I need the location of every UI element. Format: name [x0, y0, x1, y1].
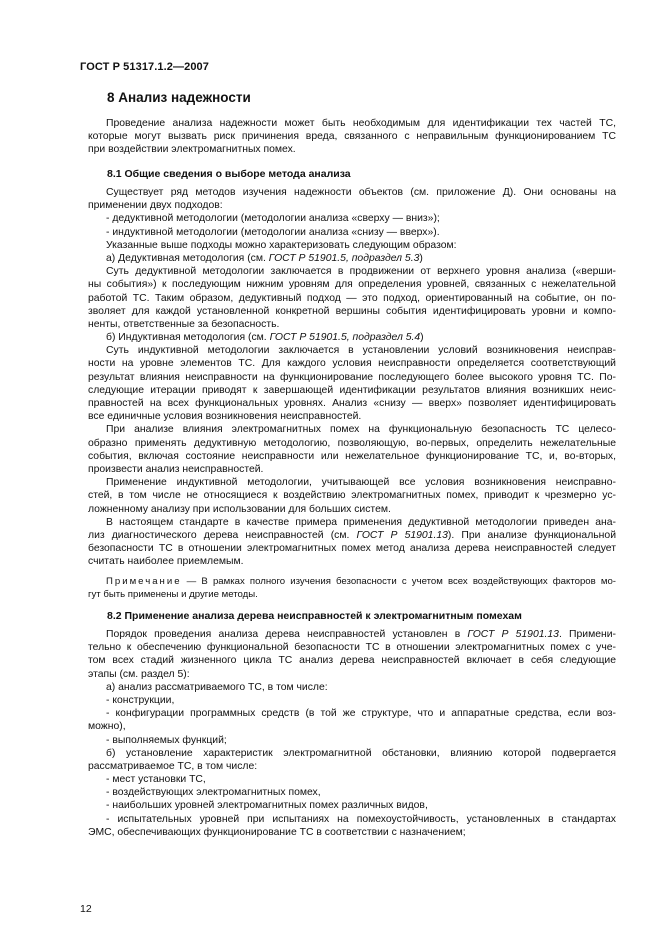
paragraph-line: события, включая состояние неисправности или нежелательное функционирование ТС, и, во-вторых,	[88, 450, 616, 462]
paragraph-line: которые могут вызвать риск причинения вреда, связанного с неправильным функционированием ТС	[88, 131, 616, 143]
section-8-1-title: 8.1 Общие сведения о выборе метода анализа	[107, 168, 351, 180]
paragraph-line: рассматриваемое ТС, в том числе:	[88, 760, 258, 772]
paragraph-line: Суть индуктивной методологии заключается в установлении условий возникновения неисправ-	[106, 345, 616, 357]
paragraph-line: произвести анализ неисправностей.	[88, 463, 264, 475]
list-item: - испытательных уровней при испытаниях на помехоустойчивость, установленных в стандартах	[106, 813, 616, 825]
note-line: Примечание — В рамках полного изучения безопасности с учетом всех воздействующих факторов мо-	[106, 576, 616, 587]
reference-b: ГОСТ Р 51901.5, подраздел 5.4	[269, 332, 421, 344]
paragraph-line: Суть дедуктивной методологии заключается в продвижении от верхнего уровня анализа («верши-	[106, 266, 616, 278]
paragraph-line: этапы (см. раздел 5):	[88, 668, 190, 680]
section-8-2-title: 8.2 Применение анализа дерева неисправностей к электромагнитным помехам	[107, 610, 522, 622]
reference-c: ГОСТ Р 51901.13	[356, 529, 448, 541]
paragraph-line: ности на уровне элементов ТС. Для каждого условия неисправности определяется соответствующий	[88, 358, 616, 370]
paragraph-line: зволяет для каждой установленной конкретной вершины события идентифицировать уровни и компо-	[88, 305, 616, 317]
paragraph-line: результат влияния неисправности на функционирование последующего более высокого уровня ТС. По-	[88, 371, 616, 383]
paragraph-line: ны события») к последующим нижним уровням для определения уровней, связанных с нежелательной	[88, 279, 616, 291]
paragraph-line: ложненному анализу при использовании для больших систем.	[88, 503, 391, 515]
reference-d: ГОСТ Р 51901.13	[467, 629, 559, 640]
paragraph-line: том всех стадий жизненного цикла ТС анализ дерева неисправностей включает в себя следующие	[88, 655, 616, 667]
list-item: - конфигурации программных средств (в той же структуре, что и аппаратные средства, если воз-	[106, 708, 616, 720]
paragraph-line: ЭМС, обеспечивающих функционирование ТС в соответствии с назначением;	[88, 826, 466, 838]
list-item: - наибольших уровней электромагнитных помех различных видов,	[106, 800, 428, 812]
paragraph-line: стей, в том числе не относящиеся к воздействию электромагнитных помех, приводит к чрезмерно ус-	[88, 490, 616, 502]
paragraph-line: следующие итерации приводят к завершающей идентификации результатов влияния возникших неис-	[88, 384, 616, 396]
section-8-title: 8 Анализ надежности	[107, 90, 251, 105]
paragraph-line: Указанные выше подходы можно характеризовать следующим образом:	[106, 239, 457, 251]
list-item: - индуктивной методологии (методологии анализа «снизу — вверх»).	[106, 226, 440, 238]
page-number: 12	[80, 903, 92, 915]
list-item: - дедуктивной методологии (методологии анализа «сверху — вниз»);	[106, 213, 440, 225]
paragraph-line: При анализе влияния электромагнитных помех на функциональную безопасность ТС целесо-	[106, 424, 616, 436]
paragraph-line: В настоящем стандарте в качестве примера применения дедуктивной методологии приведен ана-	[106, 516, 616, 528]
reference-a: ГОСТ Р 51901.5, подраздел 5.3	[268, 252, 420, 264]
list-item: - конструкции,	[106, 694, 175, 706]
paragraph-line: при воздействии электромагнитных помех.	[88, 144, 296, 156]
section-8-2-body	[88, 628, 616, 839]
section-8-1-body	[88, 186, 616, 568]
paragraph-line: Существует ряд методов изучения надежности объектов (см. приложение Д). Они основаны на	[106, 187, 616, 198]
paragraph-line: ненты, ответственные за безопасность.	[88, 318, 280, 330]
note-label: Примечание	[106, 576, 182, 587]
list-item: - мест установки ТС,	[106, 774, 206, 786]
note-block	[88, 576, 616, 601]
paragraph-line: тельно к обеспечению функциональной безопасности ТС в отношении электромагнитных помех с уче-	[88, 642, 616, 654]
paragraph-line: все единичные условия возникновения неисправностей.	[88, 411, 362, 423]
paragraph-line: Порядок проведения анализа дерева неисправностей установлен в ГОСТ Р 51901.13. Примени-	[106, 629, 616, 640]
paragraph-line: Проведение анализа надежности может быть необходимым для идентификации тех частей ТС,	[106, 118, 616, 129]
paragraph-line: образно применять дедуктивную методологию, позволяющую, во-первых, определить нежелательные	[88, 437, 616, 449]
list-item: а) анализ рассматриваемого ТС, в том числе:	[106, 681, 328, 693]
list-item: б) установление характеристик электромагнитной обстановки, влиянию которой подвергается	[106, 747, 616, 759]
paragraph-line: безопасности ТС в отношении электромагнитных помех метод анализа дерева неисправностей следует	[88, 543, 616, 555]
paragraph-line: а) Дедуктивная методология (см. ГОСТ Р 51901.5, подраздел 5.3)	[106, 252, 423, 264]
paragraph-line: применении двух подходов:	[88, 200, 223, 212]
list-item: - воздействующих электромагнитных помех,	[106, 787, 321, 799]
paragraph-line: работой ТС. Таким образом, дедуктивный подход — это подход, ориентированный на событие, он по-	[88, 292, 616, 304]
paragraph-line: Применение индуктивной методологии, учитывающей все условия возникновения неисправно-	[106, 477, 616, 489]
note-line: гут быть применены и другие методы.	[88, 588, 258, 600]
section-8-intro	[88, 117, 616, 157]
list-item: - выполняемых функций;	[106, 734, 227, 746]
paragraph-line: б) Индуктивная методология (см. ГОСТ Р 51901.5, подраздел 5.4)	[106, 332, 424, 344]
paragraph-line: правностей на всех функциональных уровнях. Анализ «снизу — вверх» позволяет идентифицировать	[88, 398, 616, 409]
standard-header: ГОСТ Р 51317.1.2—2007	[80, 61, 209, 73]
paragraph-line: можно),	[88, 721, 126, 733]
paragraph-line: лиз диагностического дерева неисправностей (см. ГОСТ Р 51901.13). При анализе функциональной	[88, 529, 616, 541]
paragraph-line: считать наиболее приемлемым.	[88, 556, 244, 568]
